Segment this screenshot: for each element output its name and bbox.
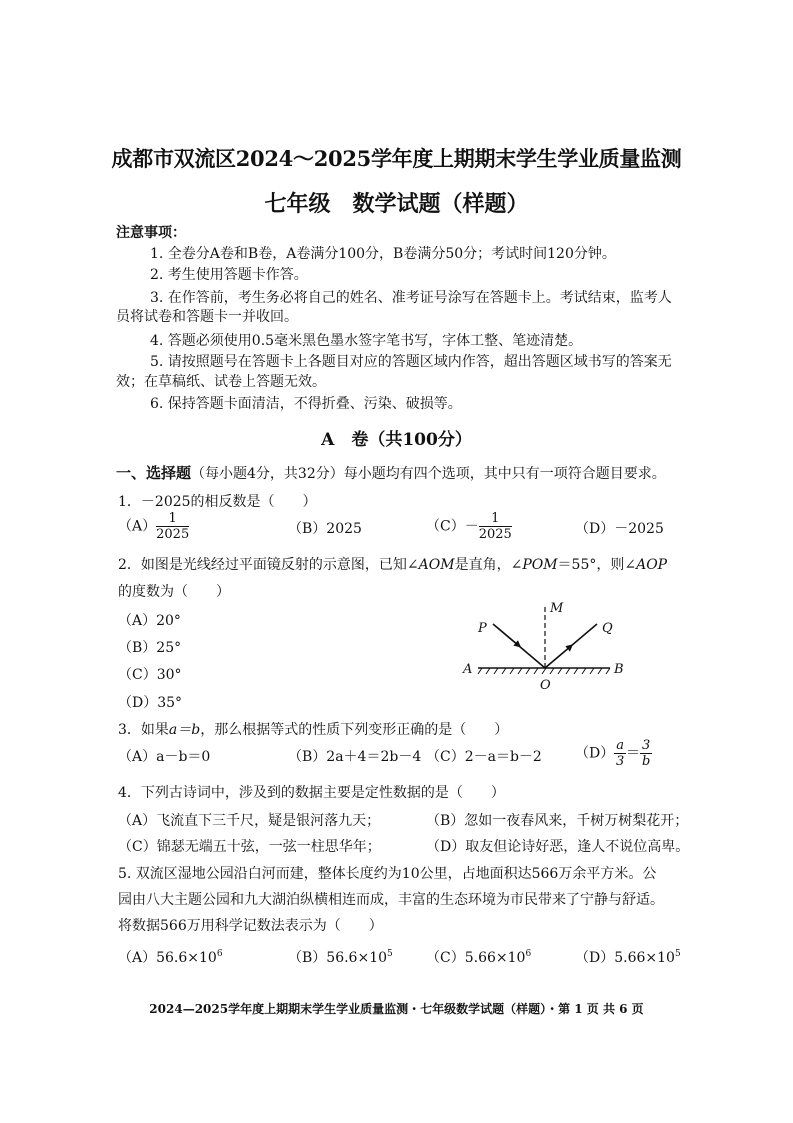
section-a-heading: A 卷（共100分）: [321, 430, 472, 450]
q2-stem-part: 2．如图是光线经过平面镜反射的示意图，已知∠: [118, 557, 419, 573]
part1-heading: [116, 462, 666, 483]
q5-option-c: [426, 947, 531, 967]
notice-item: 员将试卷和答题卡一并收回。: [116, 309, 298, 325]
notice-item: 1. 全卷分A卷和B卷，A卷满分100分，B卷满分50分；考试时间120分钟。: [150, 246, 616, 262]
q1-a-fraction: [156, 511, 189, 542]
q1-option-a: [118, 511, 189, 542]
q2-angle-aop: AOP: [636, 557, 668, 573]
q5-b-base: （B）56.6×10: [288, 950, 388, 966]
q3-option-b: （B）2a＋4＝2b－4: [288, 749, 422, 765]
q3-option-c: （C）2－a＝b－2: [426, 749, 542, 765]
q4-option-b: （B）忽如一夜春风来，千树万树梨花开；: [426, 813, 689, 829]
q5-d-base: （D）5.66×10: [575, 950, 675, 966]
q5-a-base: （A）56.6×10: [118, 950, 217, 966]
q5-c-exponent: 6: [525, 949, 532, 959]
q2-stem-part: ＝55°，则∠: [557, 557, 637, 573]
label-b: B: [614, 662, 624, 677]
fraction-numerator: a: [616, 738, 624, 753]
notice-item: 4. 答题必须使用0.5毫米黑色墨水签字笔书写，字体工整、笔迹清楚。: [150, 333, 583, 349]
exam-title: 成都市双流区2024～2025学年度上期期末学生学业质量监测: [111, 146, 682, 171]
label-q: Q: [602, 621, 613, 636]
fraction-numerator: 1: [479, 511, 512, 527]
q3-stem-part: 3．如果: [118, 722, 169, 738]
q2-stem-part: 是直角，∠: [454, 557, 523, 573]
q2-angle-pom: POM: [522, 557, 558, 573]
label-o: O: [540, 678, 551, 693]
reflection-diagram: [458, 598, 638, 698]
notice-item: 2. 考生使用答题卡作答。: [150, 267, 308, 283]
q2-stem: [118, 554, 667, 574]
fraction-denominator: b: [641, 754, 651, 769]
q3-stem-part: ，那么根据等式的性质下列变形正确的是（ ）: [200, 722, 509, 738]
label-p: P: [478, 621, 487, 636]
q5-c-base: （C）5.66×10: [426, 950, 526, 966]
q5-line: 将数据566万用科学记数法表示为（ ）: [118, 918, 383, 934]
equals-sign: ＝: [626, 745, 640, 762]
q5-b-exponent: 5: [387, 949, 393, 959]
fraction-numerator: 1: [156, 511, 189, 527]
subject-label: 数学试题（样题）: [352, 191, 529, 217]
q4-option-a: （A）飞流直下三千尺，疑是银河落九天；: [118, 813, 381, 829]
q1-option-d: （D）－2025: [575, 521, 664, 537]
grade-label: 七年级: [264, 191, 331, 217]
notice-item: 效；在草稿纸、试卷上答题无效。: [116, 374, 326, 390]
q5-option-b: [288, 947, 393, 967]
q3-d-label: （D）: [575, 745, 615, 762]
q2-stem-line2: 的度数为（ ）: [118, 584, 230, 600]
fraction-numerator: 3: [642, 738, 651, 753]
notice-item: 6. 保持答题卡面清洁，不得折叠、污染、破损等。: [150, 396, 462, 412]
incident-arrow: [498, 628, 520, 647]
q5-line: 园由八大主题公园和九大湖泊纵横相连而成，丰富的生态环境为市民带来了宁静与舒适。: [118, 892, 664, 908]
q2-option-b: （B）25°: [118, 640, 182, 656]
fraction-denominator: 3: [615, 754, 625, 769]
q5-a-exponent: 6: [216, 949, 223, 959]
q3-equation: a＝b: [168, 722, 201, 738]
reflected-arrow: [545, 645, 572, 668]
q1-c-fraction: [479, 511, 512, 542]
part1-title: 一、选择题: [116, 464, 192, 482]
q1-c-label: （C）－: [426, 518, 479, 535]
fraction-denominator: 2025: [156, 527, 190, 542]
q5-d-exponent: 5: [674, 949, 681, 959]
q2-option-d: （D）35°: [118, 695, 183, 711]
q3-d-left-fraction: [614, 738, 626, 769]
q3-stem: [118, 719, 508, 739]
q2-angle-aom: AOM: [418, 557, 455, 573]
label-m: M: [550, 601, 564, 616]
q1-option-c: [426, 511, 512, 542]
q4-option-c: （C）锦瑟无端五十弦，一弦一柱思华年；: [118, 839, 381, 855]
notice-item: 5. 请按照题号在答题卡上各题目对应的答题区域内作答，超出答题区域书写的答案无: [150, 354, 672, 370]
label-a: A: [463, 662, 473, 677]
exam-subtitle: [0, 187, 793, 218]
q5-option-d: [575, 947, 681, 967]
page-footer: 2024—2025学年度上期期末学生学业质量监测・七年级数学试题（样题）・第 1 页 共 6 页: [149, 1002, 644, 1016]
q5-line: 5. 双流区湿地公园沿白河而建，整体长度约为10公里，占地面积达566万余平方米。公: [118, 866, 657, 882]
notice-item: 3. 在作答前，考生务必将自己的姓名、准考证号涂写在答题卡上。考试结束，监考人: [150, 290, 672, 306]
notice-heading: 注意事项：: [116, 225, 186, 241]
q3-d-right-fraction: [640, 738, 652, 769]
q3-option-d: [575, 738, 652, 769]
q4-stem: 4．下列古诗词中，涉及到的数据主要是定性数据的是（ ）: [118, 785, 505, 801]
q4-option-d: （D）取友但论诗好恶，逢人不说位高卑。: [426, 839, 690, 855]
q3-option-a: （A）a－b＝0: [118, 749, 211, 765]
q1-a-label: （A）: [118, 518, 157, 535]
mirror-hatching: [478, 668, 610, 674]
q1-stem: 1．－2025的相反数是（ ）: [118, 494, 317, 510]
q2-option-c: （C）30°: [118, 667, 182, 683]
q1-option-b: （B）2025: [288, 521, 362, 537]
q2-option-a: （A）20°: [118, 613, 181, 629]
fraction-denominator: 2025: [478, 527, 512, 542]
q5-option-a: [118, 947, 223, 967]
part1-desc: （每小题4分，共32分）每小题均有四个选项，其中只有一项符合题目要求。: [191, 466, 666, 482]
